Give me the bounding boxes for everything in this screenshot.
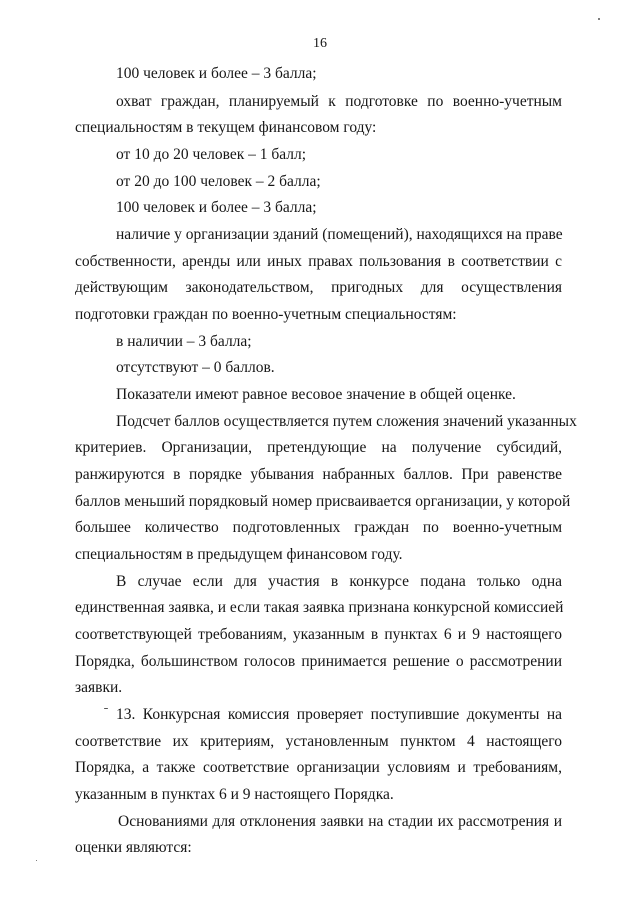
text-line: Порядка, большинством голосов принимается решение о рассмотрении [75, 653, 562, 670]
scan-speck [36, 860, 37, 861]
text-line: 100 человек и более – 3 балла; [116, 65, 317, 82]
text-line: Показатели имеют равное весовое значение в общей оценке. [116, 386, 516, 403]
scan-speck [104, 708, 108, 709]
text-line: большее количество подготовленных граждан по военно-учетным [75, 519, 562, 536]
text-line: Основаниями для отклонения заявки на стадии их рассмотрения и [118, 813, 562, 830]
text-line: ранжируются в порядке убывания набранных баллов. При равенстве [75, 466, 562, 483]
text-line: соответствующей требованиям, указанным в пунктах 6 и 9 настоящего [75, 626, 562, 643]
text-line: оценки являются: [75, 839, 192, 856]
text-line: подготовки граждан по военно-учетным специальностям: [75, 306, 457, 323]
text-line: баллов меньший порядковый номер присваивается организации, у которой [75, 493, 571, 510]
text-line: 13. Конкурсная комиссия проверяет поступившие документы на [116, 706, 562, 723]
text-line: заявки. [75, 679, 123, 696]
text-line: охват граждан, планируемый к подготовке по военно-учетным [116, 93, 562, 110]
page-number: 16 [313, 36, 327, 51]
text-line: наличие у организации зданий (помещений), находящихся на праве [116, 226, 563, 243]
text-line: от 10 до 20 человек – 1 балл; [116, 146, 307, 163]
scan-speck [598, 18, 600, 20]
text-line: отсутствуют – 0 баллов. [116, 359, 275, 376]
text-line: 100 человек и более – 3 балла; [116, 199, 317, 216]
text-line: критериев. Организации, претендующие на получение субсидий, [75, 439, 562, 456]
text-line: специальностям в предыдущем финансовом году. [75, 546, 403, 563]
text-line: от 20 до 100 человек – 2 балла; [116, 173, 321, 190]
text-line: соответствие их критериям, установленным пунктом 4 настоящего [75, 733, 562, 750]
text-line: собственности, аренды или иных правах пользования в соответствии с [75, 253, 562, 270]
text-line: действующим законодательством, пригодных для осуществления [75, 279, 562, 296]
text-line: указанным в пунктах 6 и 9 настоящего Порядка. [75, 786, 394, 803]
text-line: специальностям в текущем финансовом году: [75, 119, 377, 136]
text-line: Порядка, а также соответствие организации условиям и требованиям, [75, 759, 562, 776]
text-line: в наличии – 3 балла; [116, 333, 252, 350]
text-line: единственная заявка, и если такая заявка признана конкурсной комиссией [75, 599, 564, 616]
text-line: Подсчет баллов осуществляется путем сложения значений указанных [116, 413, 577, 430]
text-line: В случае если для участия в конкурсе подана только одна [116, 573, 562, 590]
